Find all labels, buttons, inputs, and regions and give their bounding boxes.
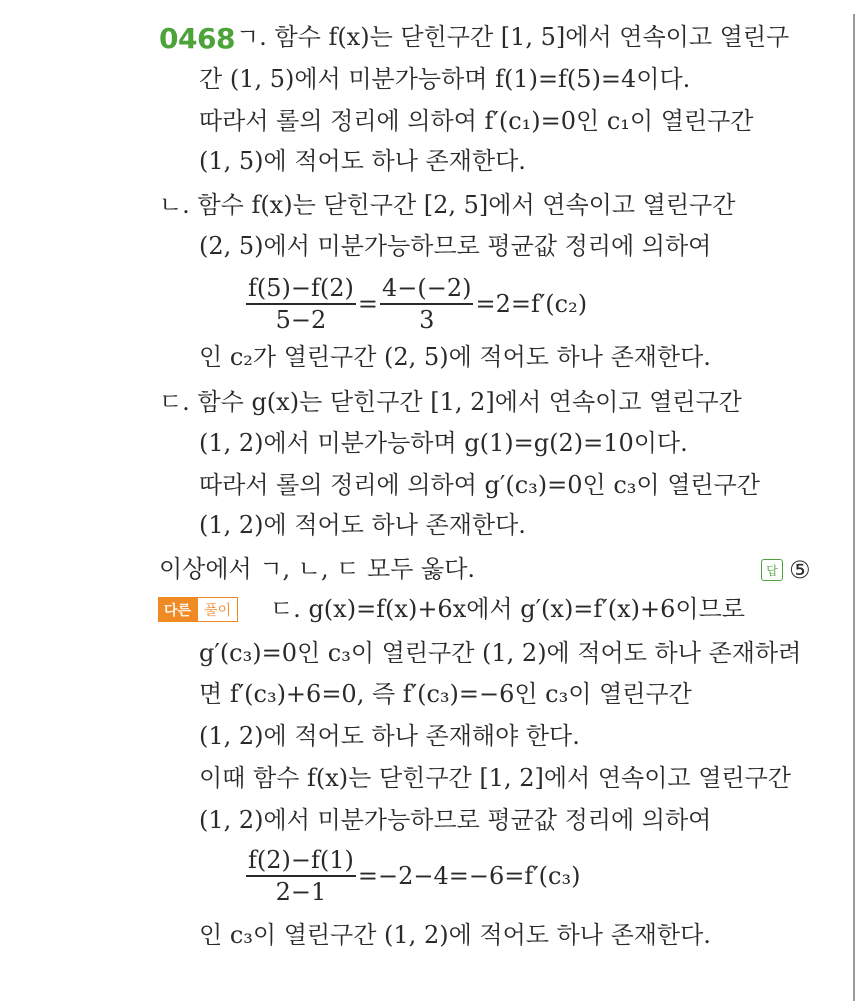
other-solution-label-b: 풀이 bbox=[197, 597, 238, 622]
text-line-4: (1, 5)에 적어도 하나 존재한다. bbox=[199, 147, 526, 175]
text-line-6: (2, 5)에서 미분가능하므로 평균값 정리에 의하여 bbox=[199, 232, 712, 260]
fraction1-equals: = bbox=[357, 289, 378, 318]
text-line-1: ㄱ. 함수 f(x)는 닫힌구간 [1, 5]에서 연속이고 열린구 bbox=[236, 23, 790, 51]
fraction1-denominator-b: 3 bbox=[419, 305, 435, 334]
fraction1-denominator-a: 5−2 bbox=[275, 305, 327, 334]
text-line-17: 이때 함수 f(x)는 닫힌구간 [1, 2]에서 연속이고 열린구간 bbox=[199, 764, 791, 792]
right-margin-rule bbox=[853, 14, 855, 1001]
fraction2-denominator: 2−1 bbox=[275, 877, 327, 906]
text-line-18: (1, 2)에서 미분가능하므로 평균값 정리에 의하여 bbox=[199, 806, 712, 834]
problem-number: 0468 bbox=[159, 22, 235, 55]
text-line-10: 따라서 롤의 정리에 의하여 g′(c₃)=0인 c₃이 열린구간 bbox=[199, 471, 760, 499]
text-line-8: ㄷ. 함수 g(x)는 닫힌구간 [1, 2]에서 연속이고 열린구간 bbox=[159, 388, 742, 416]
fraction1-numerator-b: 4−(−2) bbox=[381, 274, 472, 302]
text-line-16: (1, 2)에 적어도 하나 존재해야 한다. bbox=[199, 722, 580, 750]
fraction2-tail: =−2−4=−6=f′(c₃) bbox=[357, 861, 581, 890]
fraction1-tail: =2=f′(c₂) bbox=[475, 289, 588, 318]
fraction1-numerator-a: f(5)−f(2) bbox=[248, 274, 354, 302]
text-line-2: 간 (1, 5)에서 미분가능하며 f(1)=f(5)=4이다. bbox=[199, 65, 691, 93]
answer-label-icon: 답 bbox=[761, 559, 783, 581]
text-line-19: 인 c₃이 열린구간 (1, 2)에 적어도 하나 존재한다. bbox=[199, 921, 711, 949]
text-line-5: ㄴ. 함수 f(x)는 닫힌구간 [2, 5]에서 연속이고 열린구간 bbox=[159, 191, 736, 219]
text-line-7: 인 c₂가 열린구간 (2, 5)에 적어도 하나 존재한다. bbox=[199, 343, 711, 371]
answer-value: ⑤ bbox=[789, 556, 811, 584]
fraction2-numerator: f(2)−f(1) bbox=[248, 846, 354, 874]
text-line-12: 이상에서 ㄱ, ㄴ, ㄷ 모두 옳다. bbox=[159, 555, 476, 583]
other-solution-label-a: 다른 bbox=[158, 597, 197, 622]
other-solution-badge bbox=[158, 597, 238, 622]
text-line-9: (1, 2)에서 미분가능하며 g(1)=g(2)=10이다. bbox=[199, 429, 688, 457]
text-line-3: 따라서 롤의 정리에 의하여 f′(c₁)=0인 c₁이 열린구간 bbox=[199, 107, 754, 135]
text-line-13: ㄷ. g(x)=f(x)+6x에서 g′(x)=f′(x)+6이므로 bbox=[270, 595, 745, 623]
text-line-15: 면 f′(c₃)+6=0, 즉 f′(c₃)=−6인 c₃이 열린구간 bbox=[199, 680, 692, 708]
text-line-14: g′(c₃)=0인 c₃이 열린구간 (1, 2)에 적어도 하나 존재하려 bbox=[199, 639, 802, 667]
fraction-equation-2 bbox=[244, 846, 580, 906]
answer-mark bbox=[761, 556, 811, 584]
text-line-11: (1, 2)에 적어도 하나 존재한다. bbox=[199, 511, 526, 539]
fraction-equation-1 bbox=[244, 274, 587, 334]
